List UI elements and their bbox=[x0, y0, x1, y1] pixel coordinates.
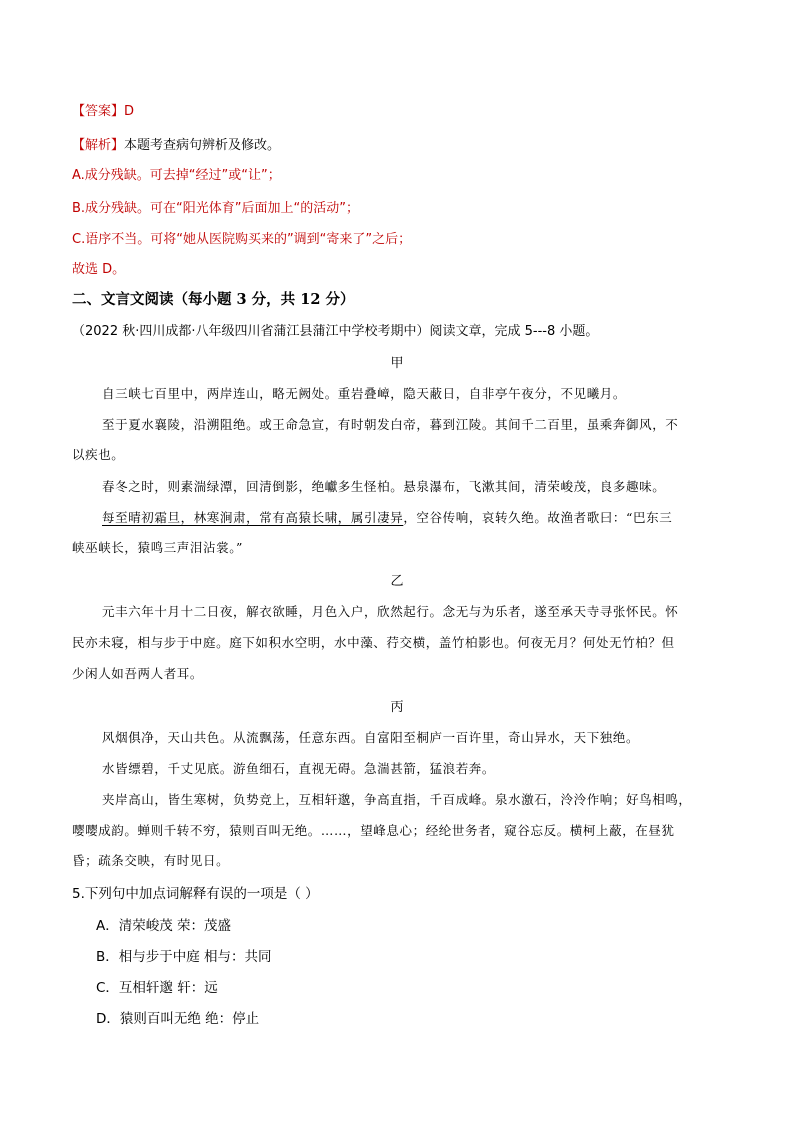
passage-yi-title: 乙 bbox=[390, 574, 404, 589]
question-5-option-d: D．猿则百叫无绝 绝：停止 bbox=[96, 1011, 260, 1027]
question-5-option-c: C．互相轩邈 轩：远 bbox=[96, 980, 218, 996]
analysis-item-c: C.语序不当。可将“她从医院购买来的”调到“寄来了”之后； bbox=[72, 232, 412, 247]
question-5-option-b: B．相与步于中庭 相与：共同 bbox=[96, 949, 272, 965]
question-5-option-a: A．清荣峻茂 荣：茂盛 bbox=[96, 918, 232, 934]
analysis-item-b: B.成分残缺。可在“阳光体育”后面加上“的活动”； bbox=[72, 201, 359, 216]
passage-bing-p3a: 夹岸高山，皆生寒树，负势竞上，互相轩邈，争高直指，千百成峰。泉水激石，泠泠作响；好鸟相鸣， bbox=[102, 792, 692, 807]
passage-jia-p4-rest: ，空谷传响，哀转久绝。故渔者歌曰：“巴东三 bbox=[403, 510, 673, 525]
analysis-conclusion: 故选 D。 bbox=[72, 262, 126, 277]
passage-jia-p4a bbox=[102, 508, 672, 526]
passage-jia-p4b: 峡巫峡长，猿鸣三声泪沾裳。” bbox=[72, 540, 244, 555]
passage-yi-p1a: 元丰六年十月十二日夜，解衣欲睡，月色入户，欣然起行。念无与为乐者，遂至承天寺寻张怀民。怀 bbox=[102, 604, 679, 619]
section-source: （2022 秋·四川成都·八年级四川省蒲江县蒲江中学校考期中）阅读文章，完成 5---8 小题。 bbox=[72, 324, 599, 339]
passage-jia-p2b: 以疾也。 bbox=[72, 447, 125, 462]
analysis-line bbox=[72, 134, 280, 153]
analysis-item-a: A.成分残缺。可去掉“经过”或“让”； bbox=[72, 168, 281, 183]
answer-value: D bbox=[124, 104, 135, 119]
passage-bing-p3b: 嘤嘤成韵。蝉则千转不穷，猿则百叫无绝。……，望峰息心；经纶世务者，窥谷忘反。横柯上蔽，在昼犹 bbox=[72, 823, 675, 838]
passage-yi-p1b: 民亦未寝，相与步于中庭。庭下如积水空明，水中藻、荇交横，盖竹柏影也。何夜无月？何处无竹柏？但 bbox=[72, 635, 675, 650]
answer-line bbox=[72, 100, 134, 119]
section-title: 二、文言文阅读（每小题 3 分，共 12 分） bbox=[72, 291, 355, 308]
analysis-label: 【解析】 bbox=[72, 138, 125, 153]
passage-bing-title: 丙 bbox=[390, 700, 404, 715]
passage-jia-p1: 自三峡七百里中，两岸连山，略无阙处。重岩叠嶂，隐天蔽日，自非亭午夜分，不见曦月。 bbox=[102, 386, 627, 401]
passage-jia-p2a: 至于夏水襄陵，沿溯阻绝。或王命急宣，有时朝发白帝，暮到江陵。其间千二百里，虽乘奔御风，不 bbox=[102, 417, 679, 432]
analysis-text: 本题考查病句辨析及修改。 bbox=[124, 138, 281, 153]
passage-bing-p2: 水皆缥碧，千丈见底。游鱼细石，直视无碍。急湍甚箭，猛浪若奔。 bbox=[102, 761, 496, 776]
passage-jia-p3: 春冬之时，则素湍绿潭，回清倒影，绝巘多生怪柏。悬泉瀑布，飞漱其间，清荣峻茂，良多趣味。 bbox=[102, 479, 666, 494]
underlined-sentence: 每至晴初霜旦，林寒涧肃，常有高猿长啸，属引凄异 bbox=[102, 510, 404, 525]
question-5-stem: 5.下列句中加点词解释有误的一项是（ ） bbox=[72, 886, 319, 902]
passage-bing-p1: 风烟俱净，天山共色。从流飘荡，任意东西。自富阳至桐庐一百许里，奇山异水，天下独绝。 bbox=[102, 730, 640, 745]
answer-label: 【答案】 bbox=[72, 104, 125, 119]
passage-yi-p1c: 少闲人如吾两人者耳。 bbox=[72, 666, 204, 681]
passage-bing-p3c: 昏；疏条交映，有时见日。 bbox=[72, 853, 230, 868]
passage-jia-title: 甲 bbox=[390, 356, 404, 371]
